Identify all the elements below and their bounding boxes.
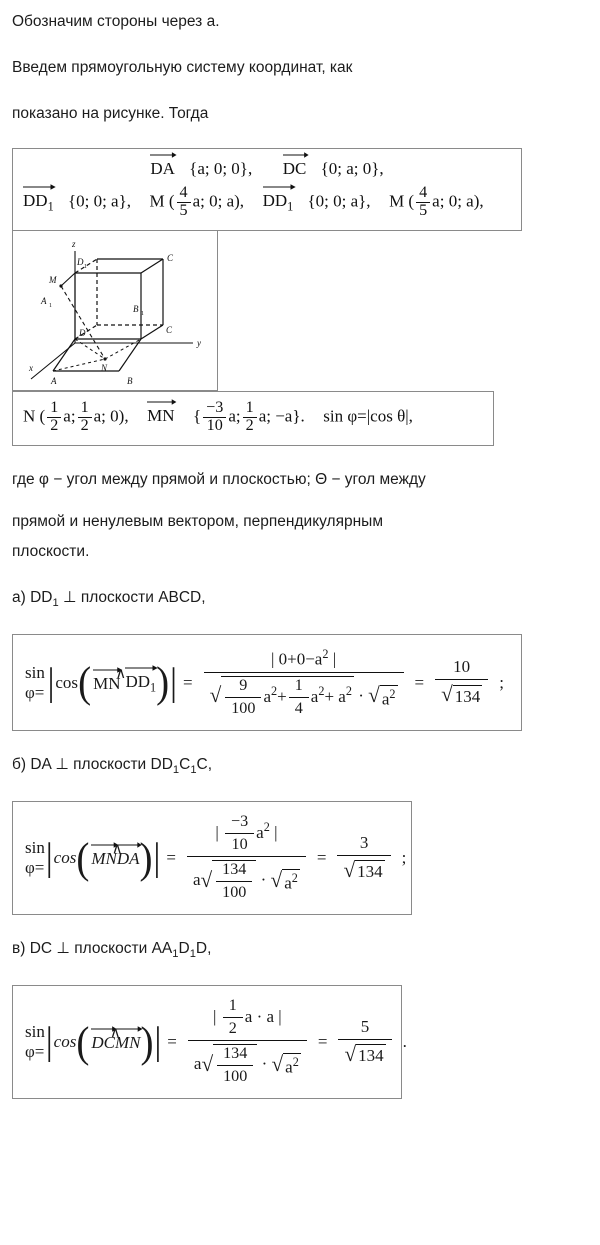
vectors-line-2 xyxy=(23,185,511,220)
svg-text:A: A xyxy=(41,295,47,306)
paren-close: ) xyxy=(156,658,170,707)
paren-close: ) xyxy=(139,834,153,882)
vector-mn: MN xyxy=(147,404,174,426)
case-b-numerator: | $\frac{-3}{10}$ $a^2$ | xyxy=(187,814,306,857)
case-v-main-fraction xyxy=(188,998,307,1086)
abs-bar-right: | xyxy=(154,1020,162,1064)
paren-open: ( xyxy=(76,834,90,882)
vector-dd1: $DD_1$ xyxy=(23,189,54,214)
cube-figure xyxy=(12,231,218,391)
case-v-tail: . xyxy=(402,1032,407,1052)
case-a-result xyxy=(435,657,488,708)
case-v-vector-dc: DC xyxy=(91,1031,115,1053)
sqrt-a2: √ $a^2$ xyxy=(368,683,396,709)
case-a-equals-1: = xyxy=(182,672,193,692)
cube-diagram-svg xyxy=(13,231,217,389)
vectors-box xyxy=(12,148,522,231)
case-a-vector-mn: MN xyxy=(93,672,120,694)
n-label: N ( xyxy=(23,406,46,426)
case-b-equation: sin φ= | cos ( MN ∧ DA ) | = | $\frac{-3}{10}$ $a^2$ | a√ $\frac{134}{100}$ · √ $a^2$ = $\frac{3}{√ 134}$ ; xyxy=(25,813,407,902)
point-m-rest: a; 0; a), xyxy=(192,191,245,211)
vector-dc: DC xyxy=(283,157,307,179)
svg-text:B: B xyxy=(133,303,139,314)
vectors-line-1 xyxy=(23,157,511,179)
svg-text:y: y xyxy=(197,337,201,348)
case-a-lhs: sin φ= xyxy=(25,662,45,702)
case-b-lhs: sin φ= xyxy=(25,838,45,878)
svg-text:B: B xyxy=(127,375,133,386)
vector-dd1-second: $DD_1$ xyxy=(263,189,294,214)
case-b-denominator: a√ $\frac{134}{100}$ · √ $a^2$ xyxy=(192,861,298,902)
case-a-formula-box xyxy=(12,634,522,731)
abs-bar-right: | xyxy=(170,660,177,704)
paren-open: ( xyxy=(76,1018,90,1066)
case-b-heading: б) DA ⊥ плоскости $DD_1C_1C$, xyxy=(12,755,213,776)
case-b-equals-2: = xyxy=(316,848,327,868)
case-v-result-den: √ 134 xyxy=(344,1041,384,1066)
explanation-line-3: плоскости. xyxy=(12,542,90,560)
mn-open: { xyxy=(192,406,202,426)
fraction-1-2-b: $\frac{1}{2}$ xyxy=(78,400,92,435)
case-b-result xyxy=(337,833,390,884)
abs-bar-left: | xyxy=(45,1020,53,1064)
case-b-vector-mn: MN xyxy=(91,847,117,869)
case-b-main-fraction xyxy=(187,814,306,902)
case-b-formula-box xyxy=(12,801,412,915)
n-mid-1: a; xyxy=(63,406,76,426)
fraction-1-2-c: $\frac{1}{2}$ xyxy=(243,400,257,435)
case-a-cos: cos xyxy=(55,672,79,692)
case-v-denominator: a√ $\frac{134}{100}$ · √ $a^2$ xyxy=(193,1045,299,1086)
svg-text:1: 1 xyxy=(84,263,87,270)
abs-bar-left: | xyxy=(45,836,53,879)
mn-mid-1: a; xyxy=(228,406,241,426)
sin-phi-cos-theta: sin φ=|cos θ|, xyxy=(323,406,413,426)
paren-close: ) xyxy=(140,1018,154,1066)
case-a-tail: ; xyxy=(499,672,504,692)
case-b-result-num: 3 xyxy=(337,833,390,856)
case-a-dot: · xyxy=(358,685,364,705)
case-b-result-den: √ 134 xyxy=(343,857,383,882)
intro-line-1: Обозначим стороны через a. xyxy=(12,13,220,30)
case-a-result-num: 10 xyxy=(435,657,488,680)
case-b-vector-da: DA xyxy=(117,847,140,869)
fraction-1-2-a: $\frac{1}{2}$ xyxy=(47,400,61,435)
svg-text:C: C xyxy=(167,252,174,263)
case-v-lhs: sin φ= xyxy=(25,1022,45,1062)
fraction-4-5: $\frac{4}{5}$ xyxy=(177,185,191,220)
svg-text:1: 1 xyxy=(49,302,52,309)
case-v-result-num: 5 xyxy=(338,1017,391,1040)
abs-bar-left: | xyxy=(47,660,55,704)
svg-text:A: A xyxy=(51,375,57,386)
case-v-numerator: | $\frac{1}{2}$ a · a | xyxy=(188,998,307,1041)
intro-line-3: показано на рисунке. Тогда xyxy=(12,105,209,123)
dc-coords: {0; a; 0}, xyxy=(320,159,384,179)
point-m-label: M ( xyxy=(149,191,175,211)
case-v-equals-1: = xyxy=(167,1032,177,1052)
case-a-heading: а) $DD_1$ ⊥ плоскости ABCD, xyxy=(12,588,206,609)
svg-text:1: 1 xyxy=(141,310,144,317)
case-v-heading: в) DC ⊥ плоскости $AA_1D_1D$, xyxy=(12,940,212,961)
fraction-minus3-10: $\frac{-3}{10}$ xyxy=(203,400,226,435)
da-coords: {a; 0; 0}, xyxy=(189,159,253,179)
explanation-line-2: прямой и ненулевым вектором, перпендикулярным xyxy=(12,512,383,530)
n-mn-line xyxy=(23,400,483,435)
point-m-label-second: M ( xyxy=(389,191,415,211)
svg-text:N: N xyxy=(101,362,108,373)
svg-text:z: z xyxy=(72,238,76,249)
svg-text:x: x xyxy=(29,362,33,373)
case-v-cos: cos xyxy=(53,1032,77,1052)
case-b-cos: cos xyxy=(53,848,77,868)
case-b-equals-1: = xyxy=(166,848,176,868)
point-m-rest-second: a; 0; a), xyxy=(432,191,484,211)
mn-mid-2: a; −a}. xyxy=(258,406,305,426)
case-v-vector-mn: MN xyxy=(115,1031,141,1053)
case-a-vector-dd1: $DD_1$ xyxy=(125,670,156,695)
sqrt-expr: √ $\frac{9}{100}$ $a^2+$ $\frac{1}{4}$ $a^2+ a^2$ xyxy=(209,676,352,717)
case-a-denominator xyxy=(204,673,404,718)
case-b-tail: ; xyxy=(401,848,407,868)
case-a-equals-2: = xyxy=(414,672,425,692)
vector-da: DA xyxy=(150,157,175,179)
case-v-result xyxy=(338,1017,391,1068)
svg-text:C: C xyxy=(166,324,173,335)
case-v-equals-2: = xyxy=(317,1032,328,1052)
fraction-4-5-second: $\frac{4}{5}$ xyxy=(416,185,430,220)
case-a-equation: sin φ= | cos ( MN ∧ $DD_1$ ) | = | $0+0-a^2$ | √ $\frac{9}{100}$ $a^2+$ $\frac{1}{4}$ $a^2+ a^2$ · √ $a^2$ = $\frac{10}{√ 134}$ ; xyxy=(25,647,504,717)
case-a-result-den: √ 134 xyxy=(441,682,481,707)
case-v-equation: sin φ= | cos ( DC ∧ MN ) | = | $\frac{1}{2}$ a · a | a√ $\frac{134}{100}$ · √ $a^2$ = $\frac{5}{√ 134}$ . xyxy=(25,997,407,1086)
paren-open: ( xyxy=(78,658,92,707)
svg-text:D: D xyxy=(79,327,86,338)
point-n-box xyxy=(12,391,494,446)
intro-line-2: Введем прямоугольную систему координат, как xyxy=(12,59,353,77)
svg-text:D: D xyxy=(77,256,84,267)
dd1-coords: {0; 0; a}, xyxy=(67,191,131,211)
n-mid-2: a; 0), xyxy=(93,406,129,426)
case-v-formula-box xyxy=(12,985,407,1099)
dd1-coords-second: {0; 0; a}, xyxy=(307,191,371,211)
abs-bar-right: | xyxy=(153,836,161,879)
svg-text:M: M xyxy=(49,274,57,285)
explanation-line-1: где φ − угол между прямой и плоскостью; Θ − угол между xyxy=(12,470,426,488)
case-a-numerator: | $0+0-a^2$ | xyxy=(204,647,404,673)
case-a-main-fraction xyxy=(204,647,404,718)
